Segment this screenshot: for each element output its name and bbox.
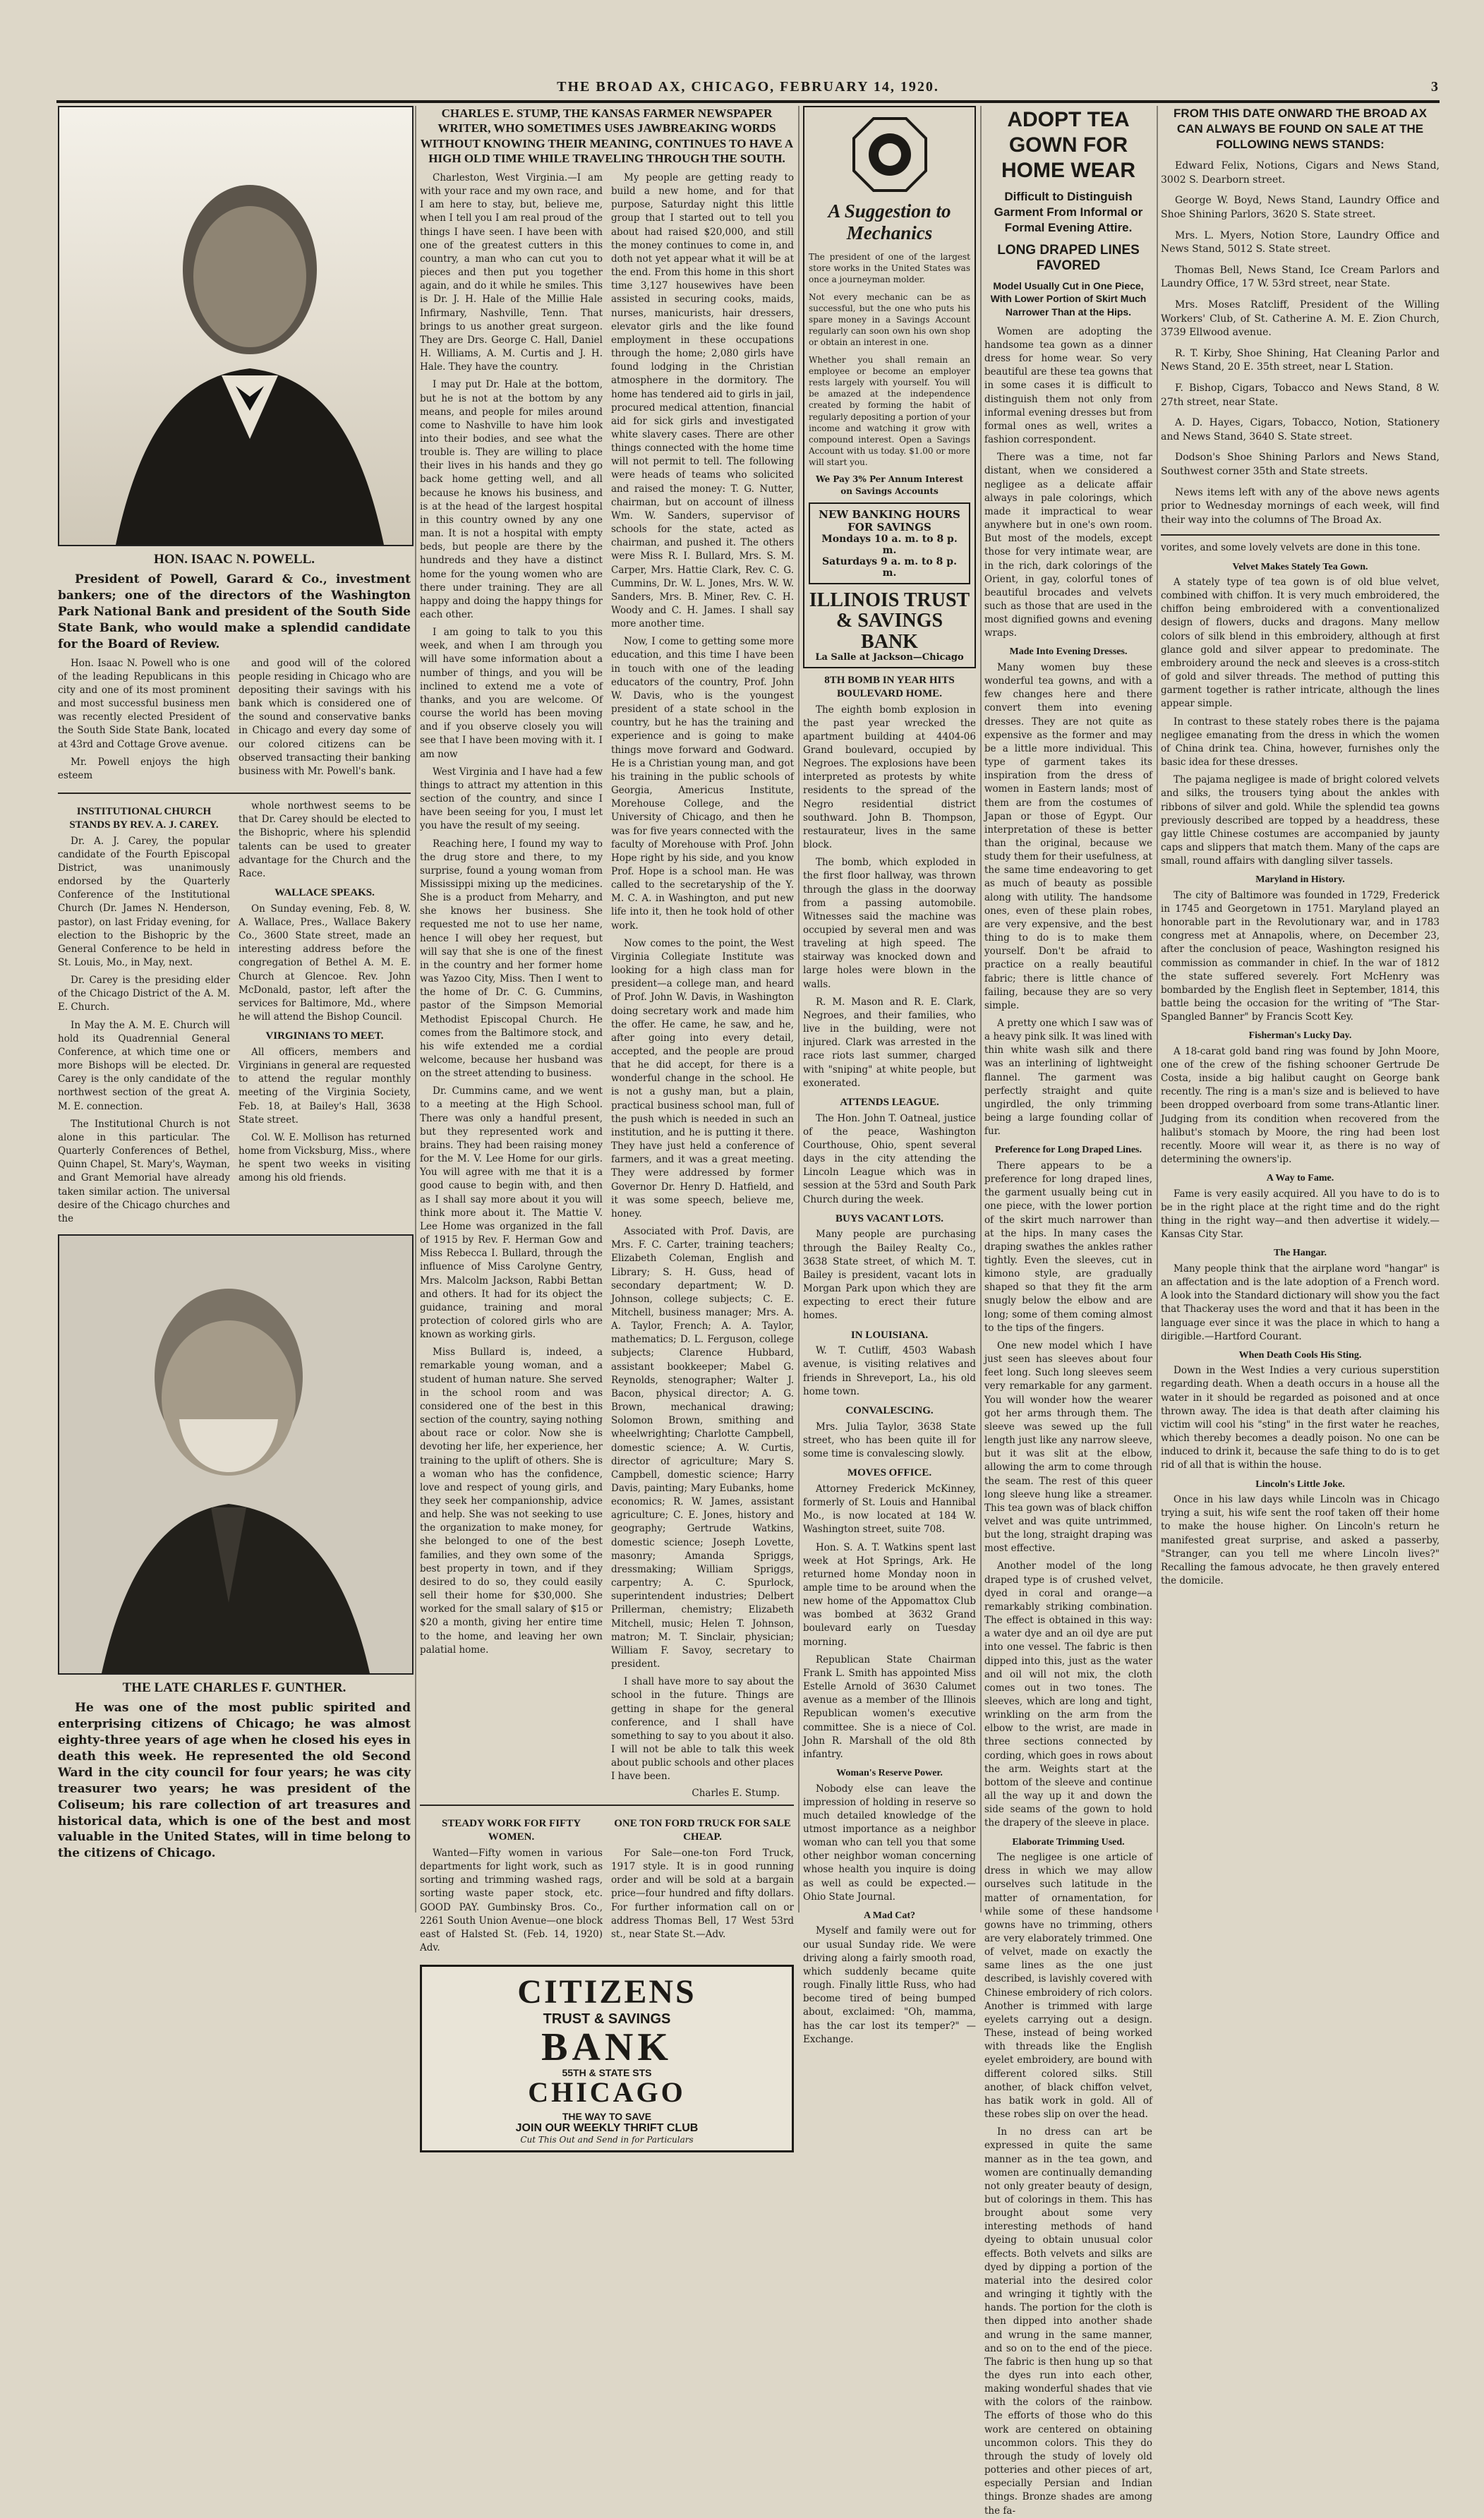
subhead-model: Model Usually Cut in One Piece, With Lower Portion of Skirt Much Narrower Than at the Hips. xyxy=(990,280,1147,318)
article-text: The negligee is one article of dress in which we may allow ourselves such latitude in the matter of ornamentation, for while some of these handsome gowns have no trimming, others are very elaborately trimmed. One of velvet, made on exactly the same lines as the one just described, is lavishly covered with Chinese embroidery of rich colors. Another is trimmed with large eyelets carrying out a design. These, instead of being worked with threads like the English eyelet embroidery, are bound with different colored silks. Still another, of black chiffon velvet, has batik work in gold. All of these robes slip on over the head. xyxy=(984,1852,1152,2121)
article-text: Down in the West Indies a very curious superstition regarding death. When a death occurs in a house all the water in it should be regarded as poisoned and at once thrown away. The idea is that death after claiming his victim will cool his "sting" in the first water he reaches, which thereby becomes a deadly poison. No one can be induced to drink it, because the safe thing to do is to get rid of all that is within the house. xyxy=(1161,1365,1440,1471)
article-text: whole northwest seems to be that Dr. Carey should be elected to the Bishopric, where his splendid talents can be used to greater advantage for the Church and the Race. xyxy=(239,800,411,879)
citizens-bank-city: CHICAGO xyxy=(528,2076,686,2109)
article-text: I may put Dr. Hale at the bottom, but he is not at the bottom by any means, and people for miles around come to Nashville to have him look into their bodies, and see what the trouble is. They are willing to place their lives in his hands and they go back home getting well, and all because he knows his business, and is at the head of the largest hospital in this country owned by any one man. It is not a hospital with empty beds, but people are there by the hundreds and they have a distinct home for the young women who are there under training. They are all happy and doing the happy things for each other. xyxy=(420,379,603,620)
column-1 xyxy=(58,106,411,1912)
citizens-bank-ad xyxy=(420,1965,794,2152)
subhead-tea-gown: Difficult to Distinguish Garment From Informal or Formal Evening Attire. xyxy=(994,190,1143,235)
headline-steady-work: STEADY WORK FOR FIFTY WOMEN. xyxy=(441,1818,581,1843)
ad-text: Wanted—Fifty women in various departments for light work, such as sorting and trimming washed rags, sorting waste paper stock, etc. GOOD PAY. Gumbinsky Bros. Co., 2261 South Union Avenue—one block east of Halsted St. (Feb. 14, 1920) Adv. xyxy=(420,1847,603,1954)
masthead xyxy=(56,79,1440,103)
interest-rate-note: We Pay 3% Per Annum Interest on Savings Accounts xyxy=(816,474,963,496)
article-text: A pretty one which I saw was of a heavy pink silk. It was lined with thin white wash silk and there was an interlining of lightweight flannel. The garment was perfectly straight and quite ungirdled, the only trimming being a large founding collar of fur. xyxy=(984,1018,1152,1138)
headline-tea-gown: ADOPT TEA GOWN FOR HOME WEAR xyxy=(1001,108,1135,182)
article-text: On Sunday evening, Feb. 8, W. A. Wallace, Pres., Wallace Bakery Co., 3600 State street, made an interesting address before the congregation of Bethel A. M. E. Church at Glencoe. Rev. John McDonald, pastor, left after the services for Baltimore, Md., where he will attend the Bishop Council. xyxy=(239,903,411,1023)
portrait-image xyxy=(59,107,412,545)
photo-caption-powell: HON. ISAAC N. POWELL. xyxy=(153,552,315,567)
hours-heading: NEW BANKING HOURS FOR SAVINGS xyxy=(819,507,960,534)
article-text: My people are getting ready to build a new home, and for that purpose, Saturday night this little group that I started out to tell you about had raised $20,000, and still the money continues to come in, and doth not yet appear what it will be at the end. From this home in this short time 3,127 housewives have been assisted in securing cooks, maids, nurses, manicurists, hair dressers, elevator girls and the like found employment in these occupations through the home; 2,080 girls have found lodging in the Christian atmosphere in the dormitory. The home has tendered aid to girls in jail, procured medical attention, financial aid for sick girls and investigated white slavery cases. There are other things connected with the home time will not permit to tell. The following were heads of teams who solicited and raised the money: T. G. Nutter, chairman, but on account of illness Wm. W. Sanders, supervisor of schools for the state, acted as chairman, and pushed it. The others were Miss R. I. Bullard, Mrs. S. M. Carper, Mrs. Hattie Clark, Rev. C. G. Cummins, Dr. W. L. Jones, Mrs. W. W. Sanders, Mrs. B. Miner, Rev. C. H. Woody and C. H. James. I shall say more another time. xyxy=(611,172,794,630)
citizens-bank-tagline: THE WAY TO SAVE xyxy=(562,2111,652,2123)
column-4 xyxy=(984,106,1152,2517)
citizens-bank-address: 55TH & STATE STS xyxy=(562,2067,652,2079)
article-text: Now comes to the point, the West Virginia Collegiate Institute was looking for a high class man for president—a college man, and heard of Prof. John W. Davis, in Washington doing secretary work and made him the offer. He came, he saw, and he, after going into every detail, accepted, and the people are proud that he did accept, for there is a wonderful change in the school. He is not a gushy man, but a plain, practical business school man, full of the push which is needed in such an institution, and he is putting it there. They have just held a conference of farmers, and it was a great meeting. They were addressed by former Governor Dr. Henry D. Hatfield, and it was some speech, believe me, honey. xyxy=(611,937,794,1219)
article-text: Mr. Powell enjoys the high esteem xyxy=(58,756,230,781)
headline-bomb: 8TH BOMB IN YEAR HITS BOULEVARD HOME. xyxy=(824,675,955,699)
article-text: Many people are purchasing through the Bailey Realty Co., 3638 State street, of which M. T. Bailey is president, vacant lots in Morgan Park upon which they are expecting to erect their future homes. xyxy=(803,1229,976,1322)
headline-stump: CHARLES E. STUMP, THE KANSAS FARMER NEWSPAPER WRITER, WHO SOMETIMES USES JAWBREAKING WORDS WITHOUT KNOWING THEIR MEANING, CONTINUES TO HAVE A HIGH OLD TIME WHILE TRAVELING THROUGH THE SOUTH. xyxy=(420,107,794,165)
suggestion-title: A Suggestion to Mechanics xyxy=(828,200,951,244)
powell-article xyxy=(58,657,411,787)
masthead-title: THE BROAD AX, CHICAGO, FEBRUARY 14, 1920. xyxy=(557,79,939,95)
illinois-trust-address: La Salle at Jackson—Chicago xyxy=(815,652,964,663)
headline-mad-cat: A Mad Cat? xyxy=(863,1910,916,1921)
headline-death: When Death Cools His Sting. xyxy=(1238,1349,1362,1361)
news-stand-item: F. Bishop, Cigars, Tobacco and News Stand, 8 W. 27th street, near State. xyxy=(1161,382,1440,408)
article-text: Another model of the long draped type is of crushed velvet, dyed in coral and orange—a remarkably striking combination. The effect is obtained in this way: a water dye and an oil dye are put into one vessel. The fabric is then dipped into this, just as the water and oil will not mix, the cloth comes out in two tones. The sleeves, which are long and tight, wrinkling on the arm from the elbow to the wrist, are made in three sections connected by cording, which goes in rows about the arm. Weights start at the bottom of the sleeve and continue all the way up it and down the side seams of the gown to hold the drapery of the sleeve in place. xyxy=(984,1560,1152,1829)
divider xyxy=(1161,534,1440,536)
article-text: The Institutional Church is not alone in this particular. The Quarterly Conferences of Bethel, Quinn Chapel, St. Mary's, Wayman, and Grant Memorial have already taken similar action. The universal desire of the Chicago churches and the xyxy=(58,1118,230,1224)
headline-wallace: WALLACE SPEAKS. xyxy=(275,887,375,899)
news-stand-item: R. T. Kirby, Shoe Shining, Hat Cleaning Parlor and News Stand, 20 E. 35th street, near L Station. xyxy=(1161,347,1440,373)
news-stand-item: Edward Felix, Notions, Cigars and News Stand, 3002 S. Dearborn street. xyxy=(1161,160,1440,186)
article-text: Charleston, West Virginia.—I am with your race and my own race, and I am here to stay, but, believe me, when I tell you I am real proud of the things I have seen. I have been with one of the greatest cutters in this country, a man who can cut you to pieces and then put you together again, and do it while he smiles. This is Dr. J. H. Hale of the Millie Hale Infirmary, Nashville, Tenn. That brings to us another great surgeon. They are Drs. George C. Hall, Daniel H. Williams, A. M. Curtis and J. H. Hale. They have the country. xyxy=(420,172,603,373)
citizens-bank-word: BANK xyxy=(541,2025,672,2070)
headline-institutional-church: INSTITUTIONAL CHURCH STANDS BY REV. A. J. CAREY. xyxy=(69,806,219,831)
article-text: All officers, members and Virginians in general are requested to attend the regular monthly meeting of the Virginia Society, Feb. 18, at Bailey's Hall, 3638 State street. xyxy=(239,1046,411,1126)
citizens-bank-sub: TRUST & SAVINGS xyxy=(543,2011,671,2028)
article-text: There appears to be a preference for long draped lines, the garment usually being cut in one piece, with the lower portion of the skirt much narrower than at the hips. In many cases the draping swathes the ankles rather tightly. Even the sleeves, cut in kimono style, are gradually shaped so that they fit the arm snugly below the elbow and are long; some of them coming almost to the tips of the fingers. xyxy=(984,1159,1152,1334)
article-text: In no dress can art be expressed in quite the same manner as in the tea gown, and women are continually demanding not only greater beauty of design, but of colorings in them. This has brought about some very interesting methods of hand dyeing to obtain unusual color effects. Both velvets and silks are dyed by dipping a portion of the material into the desired color and wringing it tightly with the hands. The portion for the cloth is then dipped into another shade and wrung in the same manner, and so on to the end of the piece. The fabric is then hung up so that the dyes run into each other, making wonderful shades that vie with the colors of the rainbow. The efforts of those who do this work are centered on obtaining uncommon colors. This they do through the study of lovely old potteries and other pieces of art, especially Persian and Indian things. Bronze shades are among the fa- xyxy=(984,2126,1152,2517)
illinois-trust-ad xyxy=(803,106,976,668)
subhead-preference: Preference for Long Draped Lines. xyxy=(994,1145,1142,1156)
citizens-bank-join: JOIN OUR WEEKLY THRIFT CLUB xyxy=(515,2122,699,2135)
headline-virginians: VIRGINIANS TO MEET. xyxy=(265,1030,384,1042)
gunther-intro: He was one of the most public spirited and enterprising citizens of Chicago; he was almost eighty-three years of age when he closed his eyes in death this week. He represented the old Second Ward in the city council for four years; he was city treasurer two years; he was president of the Coliseum; his rare collection of art treasures and historical data, which is one of the best and most valuable in the United States, will in time belong to the citizens of Chicago. xyxy=(58,1700,411,1861)
powell-intro: President of Powell, Garard & Co., investment bankers; one of the directors of the Washington Park National Bank and president of the South Side State Bank, who would make a splendid candidate for the Board of Review. xyxy=(58,572,411,651)
news-stand-item: Mrs. Moses Ratcliff, President of the Willing Workers' Club, of St. Catherine A. M. E. Zion Church, 3739 Ellwood avenue. xyxy=(1161,299,1440,339)
article-text: Col. W. E. Mollison has returned home from Vicksburg, Miss., where he spent two weeks in visiting among his old friends. xyxy=(239,1131,411,1184)
column-rule xyxy=(415,106,416,1912)
news-stand-item: Thomas Bell, News Stand, Ice Cream Parlors and Laundry Office, 17 W. 53rd street, near State. xyxy=(1161,264,1440,290)
column-rule xyxy=(1157,106,1158,1912)
article-text: Now, I come to getting some more education, and this time I have been in touch with one of the leading educators of the country, Prof. John W. Davis, who is the youngest president of a state school in the country, but he has the training and experience and is going to make things move forward and Godward. He is a Christian young man, and got his training in the public schools of Georgia, Americus Institute, Morehouse College, and the University of Chicago, and then he was for five years connected with the faculty of Morehouse with Prof. John Hope right by his side, and you know Prof. Hope is a school man. He was called to the secretaryship of the Y. M. C. A. in Washington, and put new life into it, then he took hold of other work. xyxy=(611,636,794,932)
article-text: Mrs. Julia Taylor, 3638 State street, who has been quite ill for some time is convalescing slowly. xyxy=(803,1421,976,1460)
column-3 xyxy=(803,106,976,2045)
headline-attends-league: ATTENDS LEAGUE. xyxy=(840,1096,939,1108)
article-text: Dr. Carey is the presiding elder of the Chicago District of the A. M. E. Church. xyxy=(58,975,230,1013)
ad-text: Whether you shall remain an employee or become an employer rests largely with yourself. You will be amazed at the independence created by forming the habit of regularly depositing a portion of your income and watching it grow with compound interest. Open a Savings Account with us today. $1.00 or more will start you. xyxy=(809,354,970,468)
ad-text: Not every mechanic can be as successful, but the one who puts his spare money in a Savings Account regularly can soon own his own shop or obtain an interest in one. xyxy=(809,291,970,348)
article-text: W. T. Cutliff, 4503 Wabash avenue, is visiting relatives and friends in Shreveport, La., his old home town. xyxy=(803,1345,976,1397)
classified-ads xyxy=(420,1812,794,1959)
headline-vacant-lots: BUYS VACANT LOTS. xyxy=(835,1212,943,1224)
photo-caption-gunther: THE LATE CHARLES F. GUNTHER. xyxy=(122,1680,346,1695)
article-text: West Virginia and I have had a few things to attract my attention in this section of the country, and since I have been seeing for you, I must let you have the result of my seeing. xyxy=(420,766,603,832)
subhead-trimming: Elaborate Trimming Used. xyxy=(1012,1836,1125,1848)
headline-ford-truck: ONE TON FORD TRUCK FOR SALE CHEAP. xyxy=(614,1818,791,1843)
article-text: The Hon. John T. Oatneal, justice of the peace, Washington Courthouse, Ohio, spent several days in the city attending the Lincoln League which was in session at the 53rd and South Park Church during the week. xyxy=(803,1112,976,1205)
article-text: Hon. S. A. T. Watkins spent last week at Hot Springs, Ark. He returned home Monday noon in ample time to be around when the new home of the Appomattox Club was bombed at 3632 Grand boulevard early on Tuesday morning. xyxy=(803,1541,976,1648)
column-rule xyxy=(798,106,800,1912)
carey-wallace-section xyxy=(58,800,411,1230)
portrait-photo-powell xyxy=(58,106,414,546)
article-text: R. M. Mason and R. E. Clark, Negroes, and their families, who live in the building, were not injured. Clark was arrested in the race riots last summer, charged with "sniping" at white people, but exonerated. xyxy=(803,996,976,1089)
citizens-bank-cutout: Cut This Out and Send in for Particulars xyxy=(520,2135,694,2145)
article-text: The city of Baltimore was founded in 1729, Frederick in 1745 and Georgetown in 1751. Maryland played an honorable part in the Revolutionary war, and in 1783 congress met at Annapolis, where, on December 23, after the conclusion of peace, Washington resigned his commission as commander in chief. In the war of 1812 the state suffered severely. Fort McHenry was bombarded by the English fleet in September, 1814, this battle being the occasion for the writing of "The Star-Spangled Banner" by Francis Scott Key. xyxy=(1161,889,1440,1023)
headline-convalescing: CONVALESCING. xyxy=(845,1404,934,1416)
headline-news-stands: FROM THIS DATE ONWARD THE BROAD AX CAN ALWAYS BE FOUND ON SALE AT THE FOLLOWING NEWS STANDS: xyxy=(1174,107,1427,152)
bank-emblem-icon xyxy=(851,116,929,193)
banking-hours-box xyxy=(809,502,970,584)
news-stand-item: A. D. Hayes, Cigars, Tobacco, Notion, Stationery and News Stand, 3640 S. State street. xyxy=(1161,417,1440,442)
ad-text: The president of one of the largest store works in the United States was once a journeyman molder. xyxy=(809,252,970,285)
column-rule xyxy=(980,106,982,1912)
subhead-evening-dresses: Made Into Evening Dresses. xyxy=(1009,646,1128,658)
article-text: Hon. Isaac N. Powell who is one of the leading Republicans in this city and one of its most prominent and most successful business men was recently elected President of the South Side State Bank, located at 43rd and Cottage Grove avenue. xyxy=(58,657,230,750)
article-text: Fame is very easily acquired. All you have to do is to be in the right place at the right time and do the right thing in the right way—and then advertise it widely.—Kansas City Star. xyxy=(1161,1188,1440,1241)
headline-hangar: The Hangar. xyxy=(1274,1248,1327,1259)
article-text: A 18-carat gold band ring was found by John Moore, one of the crew of the fishing schooner Gertrude De Costa, inside a big halibut caught on George bank recently. The ring is a man's size and is believed to have been dropped overboard from some trans-Atlantic liner. Judging from its condition when recovered from the halibut's stomach by Moore, the ring had been lost recently. Moore will wear it, as there is no way of determining the owners'ip. xyxy=(1161,1045,1440,1166)
news-stand-item: George W. Boyd, News Stand, Laundry Office and Shoe Shining Parlors, 3620 S. State street. xyxy=(1161,195,1440,221)
article-text: The pajama negligee is made of bright colored velvets and silks, the trousers tying about the ankles with ribbons of silver and gold. While the splendid tea gowns previously described are topped by a headdress, these gay little Chinese costumes are accompanied by jaunty caps and slippers that match them. Many of the caps are small, round affairs with dangling silver tassels. xyxy=(1161,774,1440,867)
headline-maryland: Maryland in History. xyxy=(1255,874,1345,886)
article-text: and good will of the colored people residing in Chicago who are depositing their savings with his bank which is considered one of the sound and conservative banks in Chicago and every day some of our colored citizens can be observed transacting their banking business with Mr. Powell's bank. xyxy=(239,657,411,777)
stump-article xyxy=(420,171,794,1799)
signature-stump: Charles E. Stump. xyxy=(692,1788,780,1800)
column-2 xyxy=(420,106,794,2145)
article-text: Myself and family were out for our usual Sunday ride. We were driving along a fairly smooth road, which suddenly became quite rough. Finally little Russ, who had become tired of being bumped about, exclaimed: "Oh, mamma, has the car lost its temper?" —Exchange. xyxy=(803,1925,976,2045)
subhead-long-draped: LONG DRAPED LINES FAVORED xyxy=(997,243,1140,274)
article-text: Dr. A. J. Carey, the popular candidate of the Fourth Episcopal District, was unanimously endorsed by the Quarterly Conference of the Institutional Church (Dr. James N. Henderson, pastor), on last Friday evening, for election to the Bishopric by the General Conference to be held in St. Louis, Mo., in May, next. xyxy=(58,835,230,968)
headline-moves-office: MOVES OFFICE. xyxy=(847,1467,932,1479)
article-text: One new model which I have just seen has sleeves about four feet long. Such long sleeves seem very remarkable for any garment. You will wonder how the wearer got her arms through them. The sleeve was sewed up the full length just like any narrow sleeve, but it was slit at the elbow, allowing the arm to come through the seam. The rest of this queer long sleeve hung like a streamer. This tea gown was of black chiffon velvet and was quite untrimmed, but the long, straight draping was most effective. xyxy=(984,1339,1152,1555)
news-stand-item: Mrs. L. Myers, Notion Store, Laundry Office and News Stand, 5012 S. State street. xyxy=(1161,229,1440,255)
article-text: The bomb, which exploded in the first floor hallway, was thrown through the glass in the doorway from a passing automobile. Witnesses said the machine was occupied by several men and was traveling at high speed. The stairway was knocked down and large holes were blown in the walls. xyxy=(803,857,976,990)
subhead-velvet: Velvet Makes Stately Tea Gown. xyxy=(1232,561,1368,572)
article-text: In contrast to these stately robes there is the pajama negligee emanating from the dress in which the women of China drink tea. China, however, furnishes only the basic idea for these dresses. xyxy=(1161,716,1440,769)
headline-fisherman: Fisherman's Lucky Day. xyxy=(1248,1030,1352,1042)
article-text: Many people think that the airplane word "hangar" is an affectation and is the late adoption of a French word. A look into the Standard dictionary will show you the fact that Thackeray uses the word and that it has been in the language ever since it was the place in which to hang a dirigible.—Hartford Courant. xyxy=(1161,1263,1440,1342)
article-text: Women are adopting the handsome tea gown as a dinner dress for home wear. So very beautiful are these tea gowns that in some cases it is difficult to distinguish them not only from informal evening dresses but from formal ones as well, writes a fashion correspondent. xyxy=(984,325,1152,446)
article-text: I am going to talk to you this week, and when I am through you will have some information about a number of things, and you will be inclined to extend me a vote of thanks, and you are welcome. Of course the world has been moving and if you observe closely you will see that I have been moving with it. I am now xyxy=(420,627,603,760)
divider xyxy=(58,793,411,794)
article-text: Reaching here, I found my way to the drug store and there, to my surprise, found a young woman from Mississippi mixing up the medicines. She is a product from Meharry, and she knows her business. She requested me not to use her name, hence I will obey her request, but will say that she is one of the finest in the country and her former home was Yazoo City, Miss. Then I went to the home of Dr. C. G. Cummins, pastor of the Simpson Memorial Methodist Episcopal Church. He comes from the Baltimore stock, and his wife extended me a cordial welcome, because her husband was on the street attending to business. xyxy=(420,838,603,1080)
article-text: There was a time, not far distant, when we considered a negligee as a delicate affair always in pale colorings, which made it impractical to wear anywhere but in one's own room. But most of the models, except those for very intimate wear, are in the rich, dark colorings of the Orient, in gay, colorful tones of beautiful brocades and velvets such as those that are used in the most dignified gowns and evening wraps. xyxy=(984,452,1152,639)
portrait-image xyxy=(59,1236,412,1673)
portrait-photo-gunther xyxy=(58,1234,414,1675)
hours-saturdays: Saturdays 9 a. m. to 8 p. m. xyxy=(822,555,957,579)
citizens-bank-name: CITIZENS xyxy=(517,1973,696,2011)
headline-lincoln: Lincoln's Little Joke. xyxy=(1255,1478,1345,1490)
article-text: Dr. Cummins came, and we went to a meeting at the High School. There was only a handful present, but they represented work and brains. They had been raising money for the M. V. Lee Home for our girls. You will agree with me that it is a good cause to begin with, and then as I shall say more about it you will think more about it. The Mattie V. Lee Home was organized in the fall of 1915 by Rev. F. Herman Gow and Miss Rebecca I. Bullard, through the influence of Miss Carolyne Gentry, Mrs. Malcolm Jackson, Rabbi Bettan and others. It had for its object the guidance, training and moral protection of colored girls who are known as working girls. xyxy=(420,1085,603,1341)
article-text: Many women buy these wonderful tea gowns, and with a few changes here and there convert them into evening dresses. They are not quite as expensive as the former and may be a little more individual. This type of garment takes its inspiration from the dress of women in Eastern lands; most of them are from the costumes of Japan or those of Egypt. Our interpretation of these is better than the original, because we study them for their usefulness, at the same time endeavoring to get as much of beauty as possible along with utility. The handsome ones, even of these plain robes, are very expensive, and the best thing to do is to make them yourself. Don't be afraid to practice on a really beautiful fabric; there is little chance of failing, because they are so very simple. xyxy=(984,661,1152,1011)
headline-reserve-power: Woman's Reserve Power. xyxy=(836,1768,943,1779)
article-text: Once in his law days while Lincoln was in Chicago trying a suit, his wife sent the roof taken off their home to make the house higher. On Lincoln's return he manifested great surprise, and asked a passerby, "Stranger, can you tell me where Lincoln lives?" Recalling the famous advocate, he then gravely entered the domicile. xyxy=(1161,1494,1440,1586)
article-text: The eighth bomb explosion in the past year wrecked the apartment building at 4404-06 Grand boulevard, occupied by Negroes. The explosions have been interpreted as protests by white residents to the spread of the Negro residential district southward. John B. Thompson, restaurateur, lives in the same block. xyxy=(803,704,976,851)
news-items-note: News items left with any of the above news agents prior to Wednesday mornings of each week, will find their way into the columns of The Broad Ax. xyxy=(1161,486,1440,526)
page-number: 3 xyxy=(1431,79,1440,95)
hours-mondays: Mondays 10 a. m. to 8 p. m. xyxy=(821,533,958,556)
column-5 xyxy=(1161,106,1440,1912)
divider xyxy=(420,1805,794,1806)
article-text: Attorney Frederick McKinney, formerly of St. Louis and Hannibal Mo., is now located at 184 W. Washington street, suite 708. xyxy=(803,1483,976,1536)
headline-louisiana: IN LOUISIANA. xyxy=(850,1329,929,1341)
article-text: Associated with Prof. Davis, are Mrs. F. C. Carter, training teachers; Elizabeth Coleman, English and Library; S. H. Guss, head of secondary department; W. D. Johnson, college subjects; C. E. Mitchell, business manager; Mrs. A. A. Taylor, French; A. A. Taylor, mathematics; D. L. Ferguson, college subjects; Clarence Hubbard, assistant bookkeeper; Mabel G. Reynolds, stenographer; Walter J. Bacon, physical director; A. G. Brown, mechanical drawing; Solomon Brown, smithing and wheelwrighting; Charlotte Campbell, domestic science; A. W. Curtis, director of agriculture; Mary S. Campbell, domestic science; Harry Davis, painting; Mary Eubanks, home economics; R. W. James, assistant agriculture; C. E. Jones, history and geography; Gertrude Watkins, domestic science; Joseph Lovette, masonry; Amanda Spriggs, dressmaking; William Spriggs, carpentry; A. C. Spurlock, superintendent industries; Delbert Prillerman, chemistry; Elizabeth Mitchell, music; Helen T. Johnson, matron; M. T. Sinclair, physician; William F. Savoy, secretary to president. xyxy=(611,1226,794,1670)
article-text: Nobody else can leave the impression of holding in reserve so much detailed knowledge of the utmost importance as a neighbor woman who can tell you that some other neighbor woman concerning whose health you inquire is doing as well as could be expected.—Ohio State Journal. xyxy=(803,1783,976,1903)
ad-text: For Sale—one-ton Ford Truck, 1917 style. It is in good running order and will be sold at a bargain price—four hundred and fifty dollars. For further information call on or address Thomas Bell, 17 West 53rd st., near State St.—Adv. xyxy=(611,1847,794,1940)
article-text: A stately type of tea gown is of old blue velvet, combined with chiffon. It is very much embroidered, the chiffon being embroidered with a conventionalized design of flowers, ducks and dragons. Many mellow colors of silk blend in this embroidery, although at first glance gold and silver appear to predominate. The embroidery around the neck and sleeves is a cross-stitch of gold and silver threads. The method of putting this garment together is rather intricate, although the lines appear simple. xyxy=(1161,577,1440,710)
article-text: Republican State Chairman Frank L. Smith has appointed Miss Estelle Arnold of 3630 Calumet avenue as a member of the Illinois Republican women's executive committee. She is a niece of Col. John R. Marshall of the old 8th infantry. xyxy=(803,1653,976,1760)
news-stand-item: Dodson's Shoe Shining Parlors and News Stand, Southwest corner 35th and State streets. xyxy=(1161,452,1440,477)
headline-fame: A Way to Fame. xyxy=(1266,1173,1334,1184)
illinois-trust-name: ILLINOIS TRUST & SAVINGS BANK xyxy=(809,589,970,653)
article-text: vorites, and some lovely velvets are done in this tone. xyxy=(1161,542,1420,554)
article-text: Miss Bullard is, indeed, a remarkable young woman, and a student of human nature. She served in the school room and was considered one of the best in this section of the country, saying nothing about race or color. Now she is devoting her life, her experience, her training to the uplift of others. She is a woman who has the confidence, love and respect of young girls, and they seek her companionship, advice and help. She was not seeking to use the organization to make money, for she belonged to one of the best families, and they own some of the best property in town, and if they desired to do so, they could easily sell their home for $30,000. She worked for the small salary of $15 or $20 a month, giving her entire time to the home, and leaving her own palatial home. xyxy=(420,1347,603,1656)
article-text: In May the A. M. E. Church will hold its Quadrennial General Conference, at which time one or more Bishops will be elected. Dr. Carey is the only candidate of the northwest section of the great A. M. E. connection. xyxy=(58,1019,230,1112)
article-text: I shall have more to say about the school in the future. Things are getting in shape for the general conference, and I shall have something to say to you about it also. I will not be able to talk this week about public schools and other places I have been. xyxy=(611,1676,794,1783)
